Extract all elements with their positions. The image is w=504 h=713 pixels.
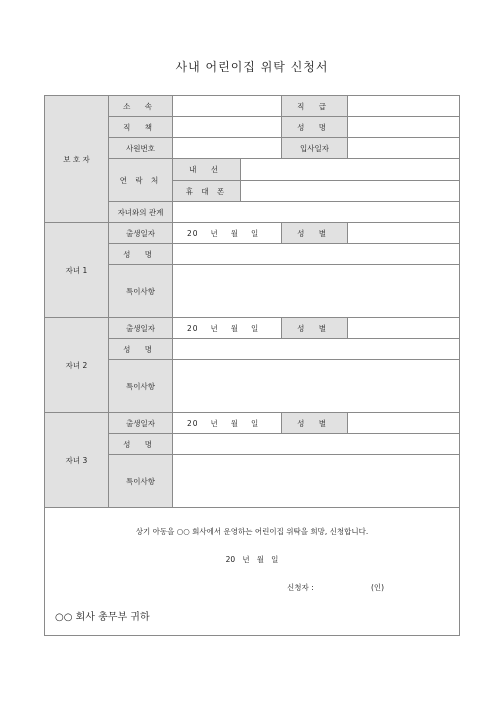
birth-date-field[interactable] xyxy=(173,223,282,244)
month-label: 월 xyxy=(230,228,240,238)
gender-label: 성 별 xyxy=(282,318,348,339)
employee-no-label: 사원번호 xyxy=(109,138,173,159)
birth-date-label: 출생일자 xyxy=(109,318,173,339)
day-label: 일 xyxy=(251,228,260,238)
birth-date-label: 출생일자 xyxy=(109,413,173,434)
mobile-field[interactable] xyxy=(241,181,460,202)
guardian-name-field[interactable] xyxy=(348,117,460,138)
statement-text: 상기 아동을 ○○ 회사에서 운영하는 어린이집 위탁을 희망, 신청합니다. xyxy=(135,527,369,536)
child-2-section-label: 자녀 2 xyxy=(45,318,109,413)
gender-label: 성 별 xyxy=(282,413,348,434)
page-title: 사내 어린이집 위탁 신청서 xyxy=(175,60,329,74)
month-label: 월 xyxy=(230,418,240,428)
affiliation-label: 소 속 xyxy=(109,96,173,117)
guardian-section-label: 보 호 자 xyxy=(45,96,109,223)
year-prefix: 20 xyxy=(187,418,199,428)
seal-mark: (인) xyxy=(371,583,385,592)
child-3-section-label: 자녀 3 xyxy=(45,413,109,508)
child-name-label: 성 명 xyxy=(109,244,173,265)
relation-field[interactable] xyxy=(173,202,460,223)
join-date-field[interactable] xyxy=(348,138,460,159)
notes-label: 특이사항 xyxy=(109,265,173,318)
birth-date-field[interactable] xyxy=(173,318,282,339)
notes-label: 특이사항 xyxy=(109,455,173,508)
month-label: 월 xyxy=(230,323,240,333)
statement-area xyxy=(45,508,460,636)
join-date-label: 입사일자 xyxy=(282,138,348,159)
year-prefix: 20 xyxy=(187,228,199,238)
gender-label: 성 별 xyxy=(282,223,348,244)
year-label: 년 xyxy=(210,228,219,238)
notes-label: 특이사항 xyxy=(109,360,173,413)
guardian-name-label: 성 명 xyxy=(282,117,348,138)
gender-field[interactable] xyxy=(348,413,460,434)
notes-field[interactable] xyxy=(173,455,460,508)
notes-field[interactable] xyxy=(173,360,460,413)
contact-label: 연 락 처 xyxy=(109,159,173,202)
child-name-field[interactable] xyxy=(173,244,460,265)
date-line: 20 년 월 일 xyxy=(225,555,279,564)
position-field[interactable] xyxy=(173,117,282,138)
child-name-label: 성 명 xyxy=(109,434,173,455)
day-label: 일 xyxy=(251,418,260,428)
child-name-field[interactable] xyxy=(173,339,460,360)
mobile-label: 휴 대 폰 xyxy=(173,181,241,202)
year-label: 년 xyxy=(210,323,219,333)
rank-field[interactable] xyxy=(348,96,460,117)
day-label: 일 xyxy=(251,323,260,333)
relation-label: 자녀와의 관계 xyxy=(109,202,173,223)
year-prefix: 20 xyxy=(187,323,199,333)
position-label: 직 책 xyxy=(109,117,173,138)
gender-field[interactable] xyxy=(348,318,460,339)
birth-date-label: 출생일자 xyxy=(109,223,173,244)
affiliation-field[interactable] xyxy=(173,96,282,117)
child-name-field[interactable] xyxy=(173,434,460,455)
applicant-label: 신청자 : xyxy=(287,583,314,592)
child-name-label: 성 명 xyxy=(109,339,173,360)
birth-date-field[interactable] xyxy=(173,413,282,434)
year-label: 년 xyxy=(210,418,219,428)
extension-label: 내 선 xyxy=(173,159,241,181)
employee-no-field[interactable] xyxy=(173,138,282,159)
notes-field[interactable] xyxy=(173,265,460,318)
application-form xyxy=(44,95,460,636)
rank-label: 직 급 xyxy=(282,96,348,117)
addressee: ○○ 회사 총무부 귀하 xyxy=(55,612,150,623)
extension-field[interactable] xyxy=(241,159,460,181)
gender-field[interactable] xyxy=(348,223,460,244)
child-1-section-label: 자녀 1 xyxy=(45,223,109,318)
